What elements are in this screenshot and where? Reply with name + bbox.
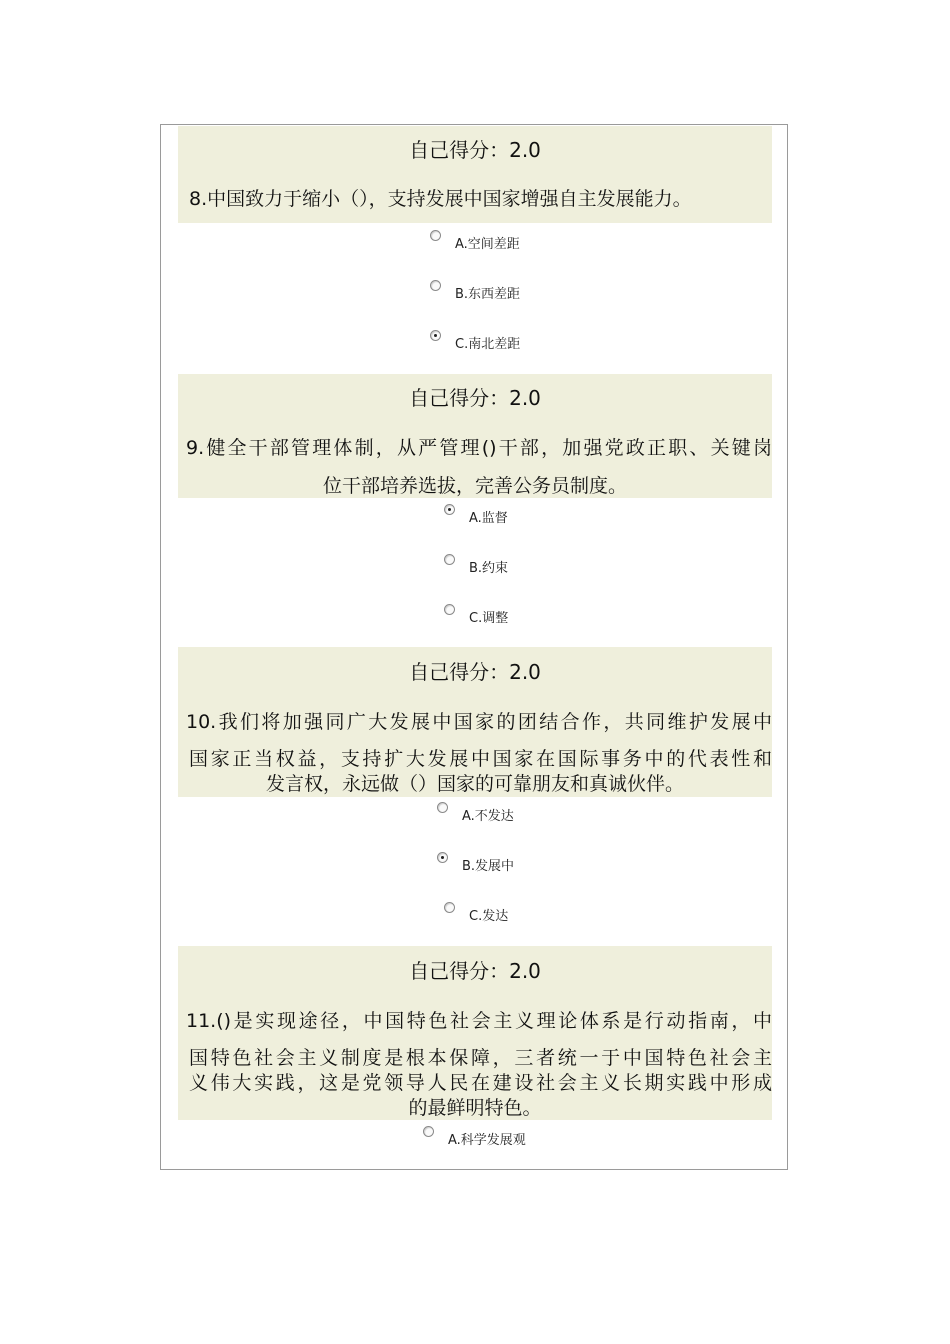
question-text-line: 9.健全干部管理体制，从严管理()干部，加强党政正职、关键岗 <box>186 437 772 459</box>
radio-button-selected[interactable] <box>437 852 448 863</box>
question-text-line: 10.我们将加强同广大发展中国家的团结合作，共同维护发展中 <box>186 711 772 733</box>
radio-button[interactable] <box>430 230 441 241</box>
option-label: B.约束 <box>469 561 509 576</box>
question-text-line: 义伟大实践，这是党领导人民在建设社会主义长期实践中形成 <box>189 1072 772 1094</box>
option-label: A.科学发展观 <box>448 1133 526 1148</box>
option-label: C.发达 <box>469 909 509 924</box>
question-text-line: 位干部培养选拔，完善公务员制度。 <box>322 475 627 497</box>
score-label: 自己得分：2.0 <box>409 386 541 410</box>
option-label: C.南北差距 <box>455 337 521 352</box>
option-label: A.不发达 <box>462 809 514 824</box>
question-text-line: 国特色社会主义制度是根本保障，三者统一于中国特色社会主 <box>189 1047 772 1069</box>
radio-button[interactable] <box>437 802 448 813</box>
option-label: B.发展中 <box>462 859 515 874</box>
option-label: A.监督 <box>469 511 508 526</box>
score-label: 自己得分：2.0 <box>409 660 541 684</box>
question-text-line: 国家正当权益，支持扩大发展中国家在国际事务中的代表性和 <box>189 748 772 770</box>
score-label: 自己得分：2.0 <box>409 138 541 162</box>
question-text-line: 11.()是实现途径，中国特色社会主义理论体系是行动指南，中 <box>186 1010 772 1032</box>
radio-button[interactable] <box>444 902 455 913</box>
score-label: 自己得分：2.0 <box>409 959 541 983</box>
question-text: 8.中国致力于缩小（），支持发展中国家增强自主发展能力。 <box>189 188 692 210</box>
radio-button-selected[interactable] <box>430 330 441 341</box>
option-label: B.东西差距 <box>455 287 521 302</box>
radio-button[interactable] <box>444 604 455 615</box>
question-text-line: 发言权，永远做（）国家的可靠朋友和真诚伙伴。 <box>265 773 684 795</box>
option-label: A.空间差距 <box>455 237 520 252</box>
question-text-line: 的最鲜明特色。 <box>408 1097 542 1119</box>
radio-button[interactable] <box>423 1126 434 1137</box>
radio-button-selected[interactable] <box>444 504 455 515</box>
radio-button[interactable] <box>444 554 455 565</box>
option-label: C.调整 <box>469 611 509 626</box>
radio-button[interactable] <box>430 280 441 291</box>
